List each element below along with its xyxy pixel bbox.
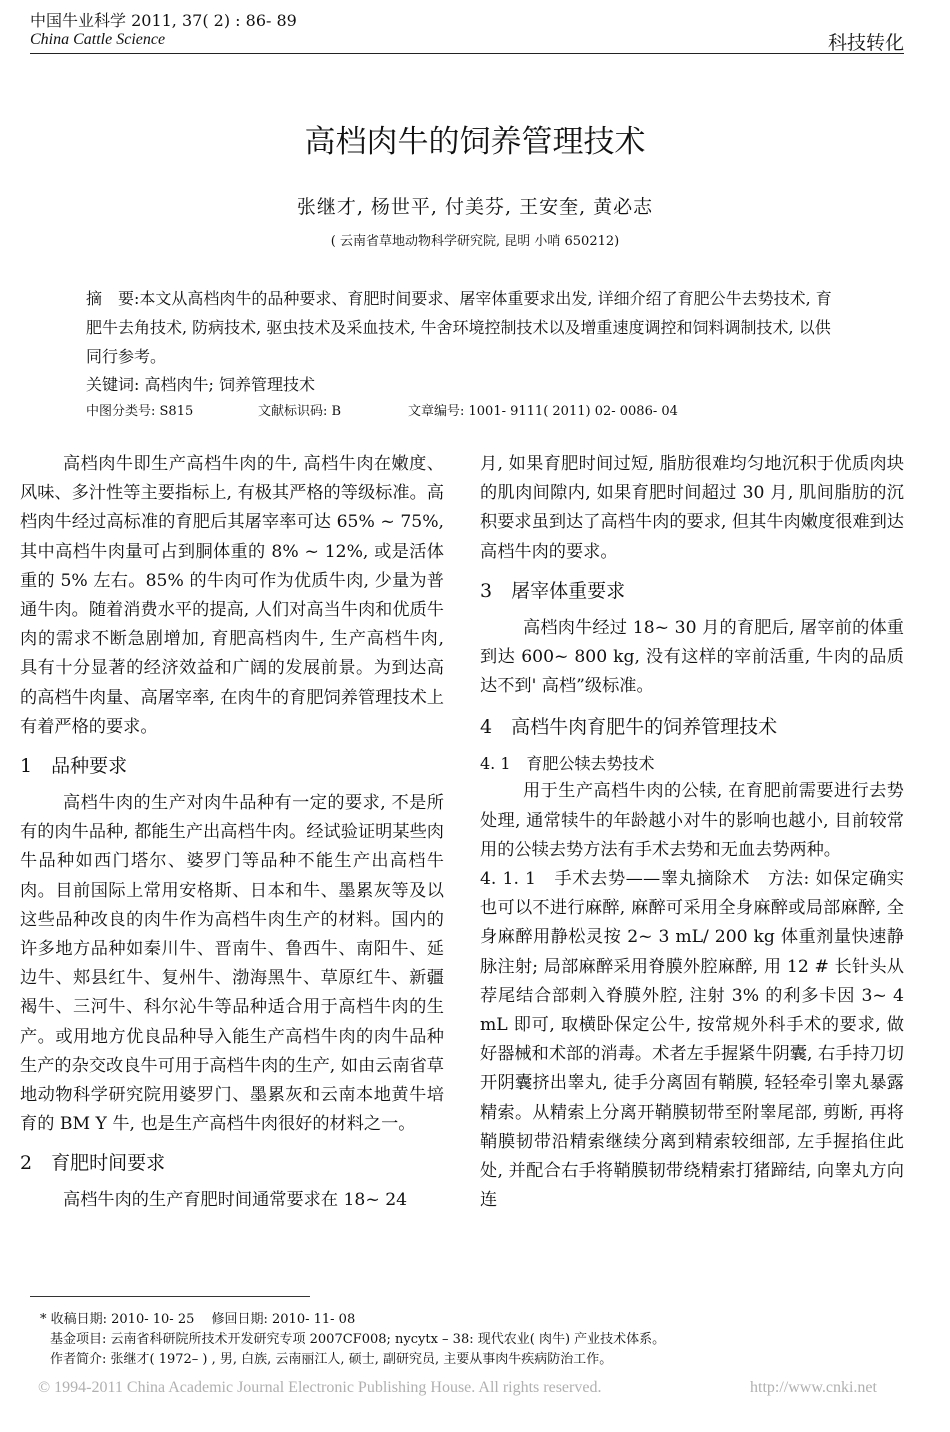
footnotes	[40, 1310, 920, 1370]
left-column	[20, 450, 444, 1216]
author-list: 张继才, 杨世平, 付美芬, 王安奎, 黄必志	[296, 196, 654, 218]
section-1-paragraph: 高档牛肉的生产对肉牛品种有一定的要求, 不是所有的肉牛品种, 都能生产出高档牛肉。经试验证明某些肉牛品种如西门塔尔、婆罗门等品种不能生产出高档牛肉。目前国际上常用安格斯、日本和牛、墨累灰等及以这些品种改良的肉牛作为高档牛肉生产的材料。国内的许多地方品种如秦川牛、晋南牛、鲁西牛、南阳牛、延边牛、郏县红牛、复州牛、渤海黑牛、草原红牛、新疆褐牛、三河牛、科尔沁牛等品种适合用于高档牛肉的生产。或用地方优良品种导入能生产高档牛肉的肉牛品种生产的杂交改良牛可用于高档牛肉的生产, 如由云南省草地动物科学研究院用婆罗门、墨累灰和云南本地黄牛培育的 BM Y 牛, 也是生产高档牛肉很好的材料之一。	[20, 793, 444, 1135]
abstract	[86, 284, 846, 371]
section-2-heading: 2 育肥时间要求	[20, 1152, 166, 1175]
abstract-label: 摘 要:	[86, 289, 140, 308]
section-4-heading: 4 高档牛肉育肥牛的饲养管理技术	[480, 716, 778, 739]
subsection-4-1-paragraph: 用于生产高档牛肉的公犊, 在育肥前需要进行去势处理, 通常犊牛的年龄越小对牛的影响也越小, 目前较常用的公犊去势方法有手术去势和无血去势两种。	[480, 781, 904, 860]
journal-citation-cn: 中国牛业科学 2011, 37( 2) : 86- 89	[30, 11, 297, 30]
section-2-paragraph: 高档牛肉的生产育肥时间通常要求在 18~ 24	[63, 1190, 408, 1211]
subsection-4-1-1-text: 方法: 如保定确实也可以不进行麻醉, 麻醉可采用全身麻醉或局部麻醉, 全身麻醉用静松灵按 2~ 3 mL/ 200 kg 体重剂量快速静脉注射; 局部麻醉采用脊膜外腔麻醉, 用 12 # 长针头从荐尾结合部刺入脊膜外腔, 注射 3% 的利多卡因 3~ 4 mL 即可, 取横卧保定公牛, 按常规外科手术的要求, 做好器械和术部的消毒。术者左手握紧牛阴囊, 右手持刀切开阴囊挤出睾丸, 徒手分离固有鞘膜, 轻轻牵引睾丸暴露精索。从精索上分离开鞘膜韧带至附睾尾部, 剪断, 再将鞘膜韧带沿精索继续分离到精索较细部, 左手握掐住此处, 并配合右手将鞘膜韧带绕精索打猪蹄结, 向睾丸方向连	[480, 869, 904, 1211]
footnote-divider	[30, 1296, 310, 1297]
section-3-heading: 3 屠宰体重要求	[480, 579, 626, 602]
footnote-fund: 基金项目: 云南省科研院所技术开发研究专项 2007CF008; nycytx – 38: 现代农业( 肉牛) 产业技术体系。	[50, 1332, 666, 1347]
journal-name-en: China Cattle Science	[30, 31, 166, 48]
subsection-4-1-1-paragraph	[480, 865, 904, 1215]
subsection-4-1-1-label: 4. 1. 1 手术去势——睾丸摘除术	[480, 869, 751, 890]
right-column	[480, 450, 904, 1215]
copyright-line	[38, 1379, 877, 1397]
footnote-dates: * 收稿日期: 2010- 10- 25 修回日期: 2010- 11- 08	[40, 1312, 356, 1327]
subsection-4-1-heading: 4. 1 育肥公犊去势技术	[480, 754, 655, 774]
section-1-heading: 1 品种要求	[20, 755, 128, 778]
header-divider	[30, 53, 904, 54]
section-3-paragraph: 高档肉牛经过 18~ 30 月的育肥后, 屠宰前的体重到达 600~ 800 kg, 没有这样的宰前活重, 牛肉的品质达不到' 高档”级标准。	[480, 617, 904, 697]
intro-paragraph: 高档肉牛即生产高档牛肉的牛, 高档牛肉在嫩度、风味、多汁性等主要指标上, 有极其严格的等级标准。高档肉牛经过高标准的育肥后其屠宰率可达 65% ~ 75%, 其中高档牛肉量可占到胴体重的 8% ~ 12%, 或是活体重的 5% 左右。85% 的牛肉可作为优质牛肉, 少量为普通牛肉。随着消费水平的提高, 人们对高当牛肉和优质牛肉的需求不断急剧增加, 育肥高档肉牛, 生产高档牛肉, 具有十分显著的经济效益和广阔的发展前景。为到达高的高档牛肉量、高屠宰率, 在肉牛的育肥饲养管理技术上有着严格的要求。	[20, 454, 444, 737]
keywords: 关键词: 高档肉牛; 饲养管理技术	[86, 375, 315, 394]
article-number: 文章编号: 1001- 9111( 2011) 02- 0086- 04	[408, 404, 678, 419]
article-title: 高档肉牛的饲养管理技术	[304, 124, 646, 160]
copyright-text: © 1994-2011 China Academic Journal Electronic Publishing House. All rights reserved.	[38, 1379, 602, 1396]
footnote-author: 作者简介: 张继才( 1972– ) , 男, 白族, 云南丽江人, 硕士, 副研究员, 主要从事肉牛疾病防治工作。	[50, 1352, 613, 1367]
section-2-continued: 月, 如果育肥时间过短, 脂肪很难均匀地沉积于优质肉块的肌肉间隙内, 如果育肥时间超过 30 月, 肌间脂肪的沉积要求虽到达了高档牛肉的要求, 但其牛肉嫩度很难到达高档牛肉的要求。	[480, 454, 904, 562]
copyright-url[interactable]: http://www.cnki.net	[750, 1379, 877, 1396]
doc-code: 文献标识码: B	[258, 404, 342, 419]
affiliation: ( 云南省草地动物科学研究院, 昆明 小哨 650212)	[330, 234, 620, 249]
section-label: 科技转化	[827, 32, 904, 54]
clc-number: 中图分类号: S815	[86, 404, 194, 419]
classification-meta	[86, 400, 846, 419]
abstract-text: 本文从高档肉牛的品种要求、育肥时间要求、屠宰体重要求出发, 详细介绍了育肥公牛去势技术, 育肥牛去角技术, 防病技术, 驱虫技术及采血技术, 牛舍环境控制技术以及增重速度调控和饲料调制技术, 以供同行参考。	[86, 289, 832, 366]
